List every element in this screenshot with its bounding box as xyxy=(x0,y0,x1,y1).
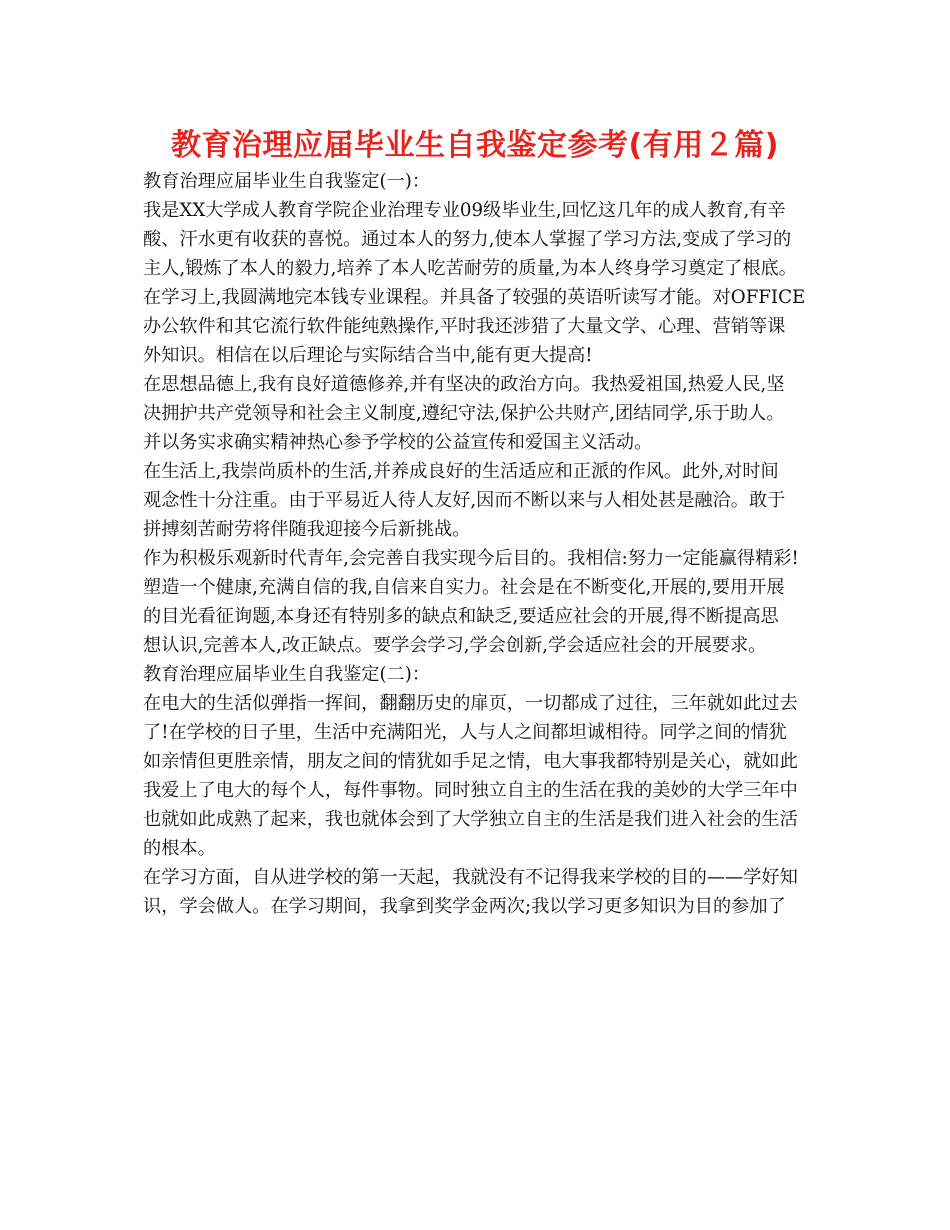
text-line: 酸、汗水更有收获的喜悦。通过本人的努力,使本人掌握了学习方法,变成了学习的 xyxy=(143,229,792,250)
text-line: 的根本。 xyxy=(143,838,216,859)
text-line: 我是XX大学成人教育学院企业治理专业09级毕业生,回忆这几年的成人教育,有辛 xyxy=(143,200,786,221)
text-line: 外知识。相信在以后理论与实际结合当中,能有更大提高! xyxy=(143,345,593,366)
document-body xyxy=(143,167,815,921)
text-line: 如亲情但更胜亲情，朋友之间的情犹如手足之情，电大事我都特别是关心，就如此 xyxy=(143,751,798,772)
text-line: 塑造一个健康,充满自信的我,自信来自实力。社会是在不断变化,开展的,要用开展 xyxy=(143,577,785,598)
text-line: 观念性十分注重。由于平易近人待人友好,因而不断以来与人相处甚是融洽。敢于 xyxy=(143,490,786,511)
text-line: 在电大的生活似弹指一挥间，翻翻历史的扉页，一切都成了过往，三年就如此过去 xyxy=(143,693,798,714)
text-line: 我爱上了电大的每个人，每件事物。同时独立自主的生活在我的美妙的大学三年中 xyxy=(143,780,798,801)
text-line: 教育治理应届毕业生自我鉴定(二)： xyxy=(143,664,431,685)
text-line: 在学习上,我圆满地完本钱专业课程。并具备了较强的英语听读写才能。对OFFICE xyxy=(143,287,806,308)
text-line: 主人,锻炼了本人的毅力,培养了本人吃苦耐劳的质量,为本人终身学习奠定了根底。 xyxy=(143,258,797,279)
text-line: 想认识,完善本人,改正缺点。要学会学习,学会创新,学会适应社会的开展要求。 xyxy=(143,635,767,656)
text-line: 拼搏刻苦耐劳将伴随我迎接今后新挑战。 xyxy=(143,519,471,540)
text-line: 办公软件和其它流行软件能纯熟操作,平时我还涉猎了大量文学、心理、营销等课 xyxy=(143,316,786,337)
text-line: 在生活上,我崇尚质朴的生活,并养成良好的生活适应和正派的作风。此外,对时间 xyxy=(143,461,779,482)
text-line: 了!在学校的日子里，生活中充满阳光，人与人之间都坦诚相待。同学之间的情犹 xyxy=(143,722,787,743)
text-line: 在思想品德上,我有良好道德修养,并有坚决的政治方向。我热爱祖国,热爱人民,坚 xyxy=(143,374,785,395)
document-title: 教育治理应届毕业生自我鉴定参考(有用２篇) xyxy=(171,128,779,163)
text-line: 的目光看征询题,本身还有特别多的缺点和缺乏,要适应社会的开展,得不断提高思 xyxy=(143,606,779,627)
text-line: 在学习方面，自从进学校的第一天起，我就没有不记得我来学校的目的——学好知 xyxy=(143,867,798,888)
text-line: 也就如此成熟了起来，我也就体会到了大学独立自主的生活是我们进入社会的生活 xyxy=(143,809,798,830)
text-line: 教育治理应届毕业生自我鉴定(一)： xyxy=(143,171,431,192)
text-line: 作为积极乐观新时代青年,会完善自我实现今后目的。我相信:努力一定能赢得精彩! xyxy=(143,548,799,569)
text-line: 识，学会做人。在学习期间，我拿到奖学金两次;我以学习更多知识为目的参加了 xyxy=(143,896,786,917)
text-line: 决拥护共产党领导和社会主义制度,遵纪守法,保护公共财产,团结同学,乐于助人。 xyxy=(143,403,785,424)
text-line: 并以务实求确实精神热心参予学校的公益宣传和爱国主义活动。 xyxy=(143,432,653,453)
